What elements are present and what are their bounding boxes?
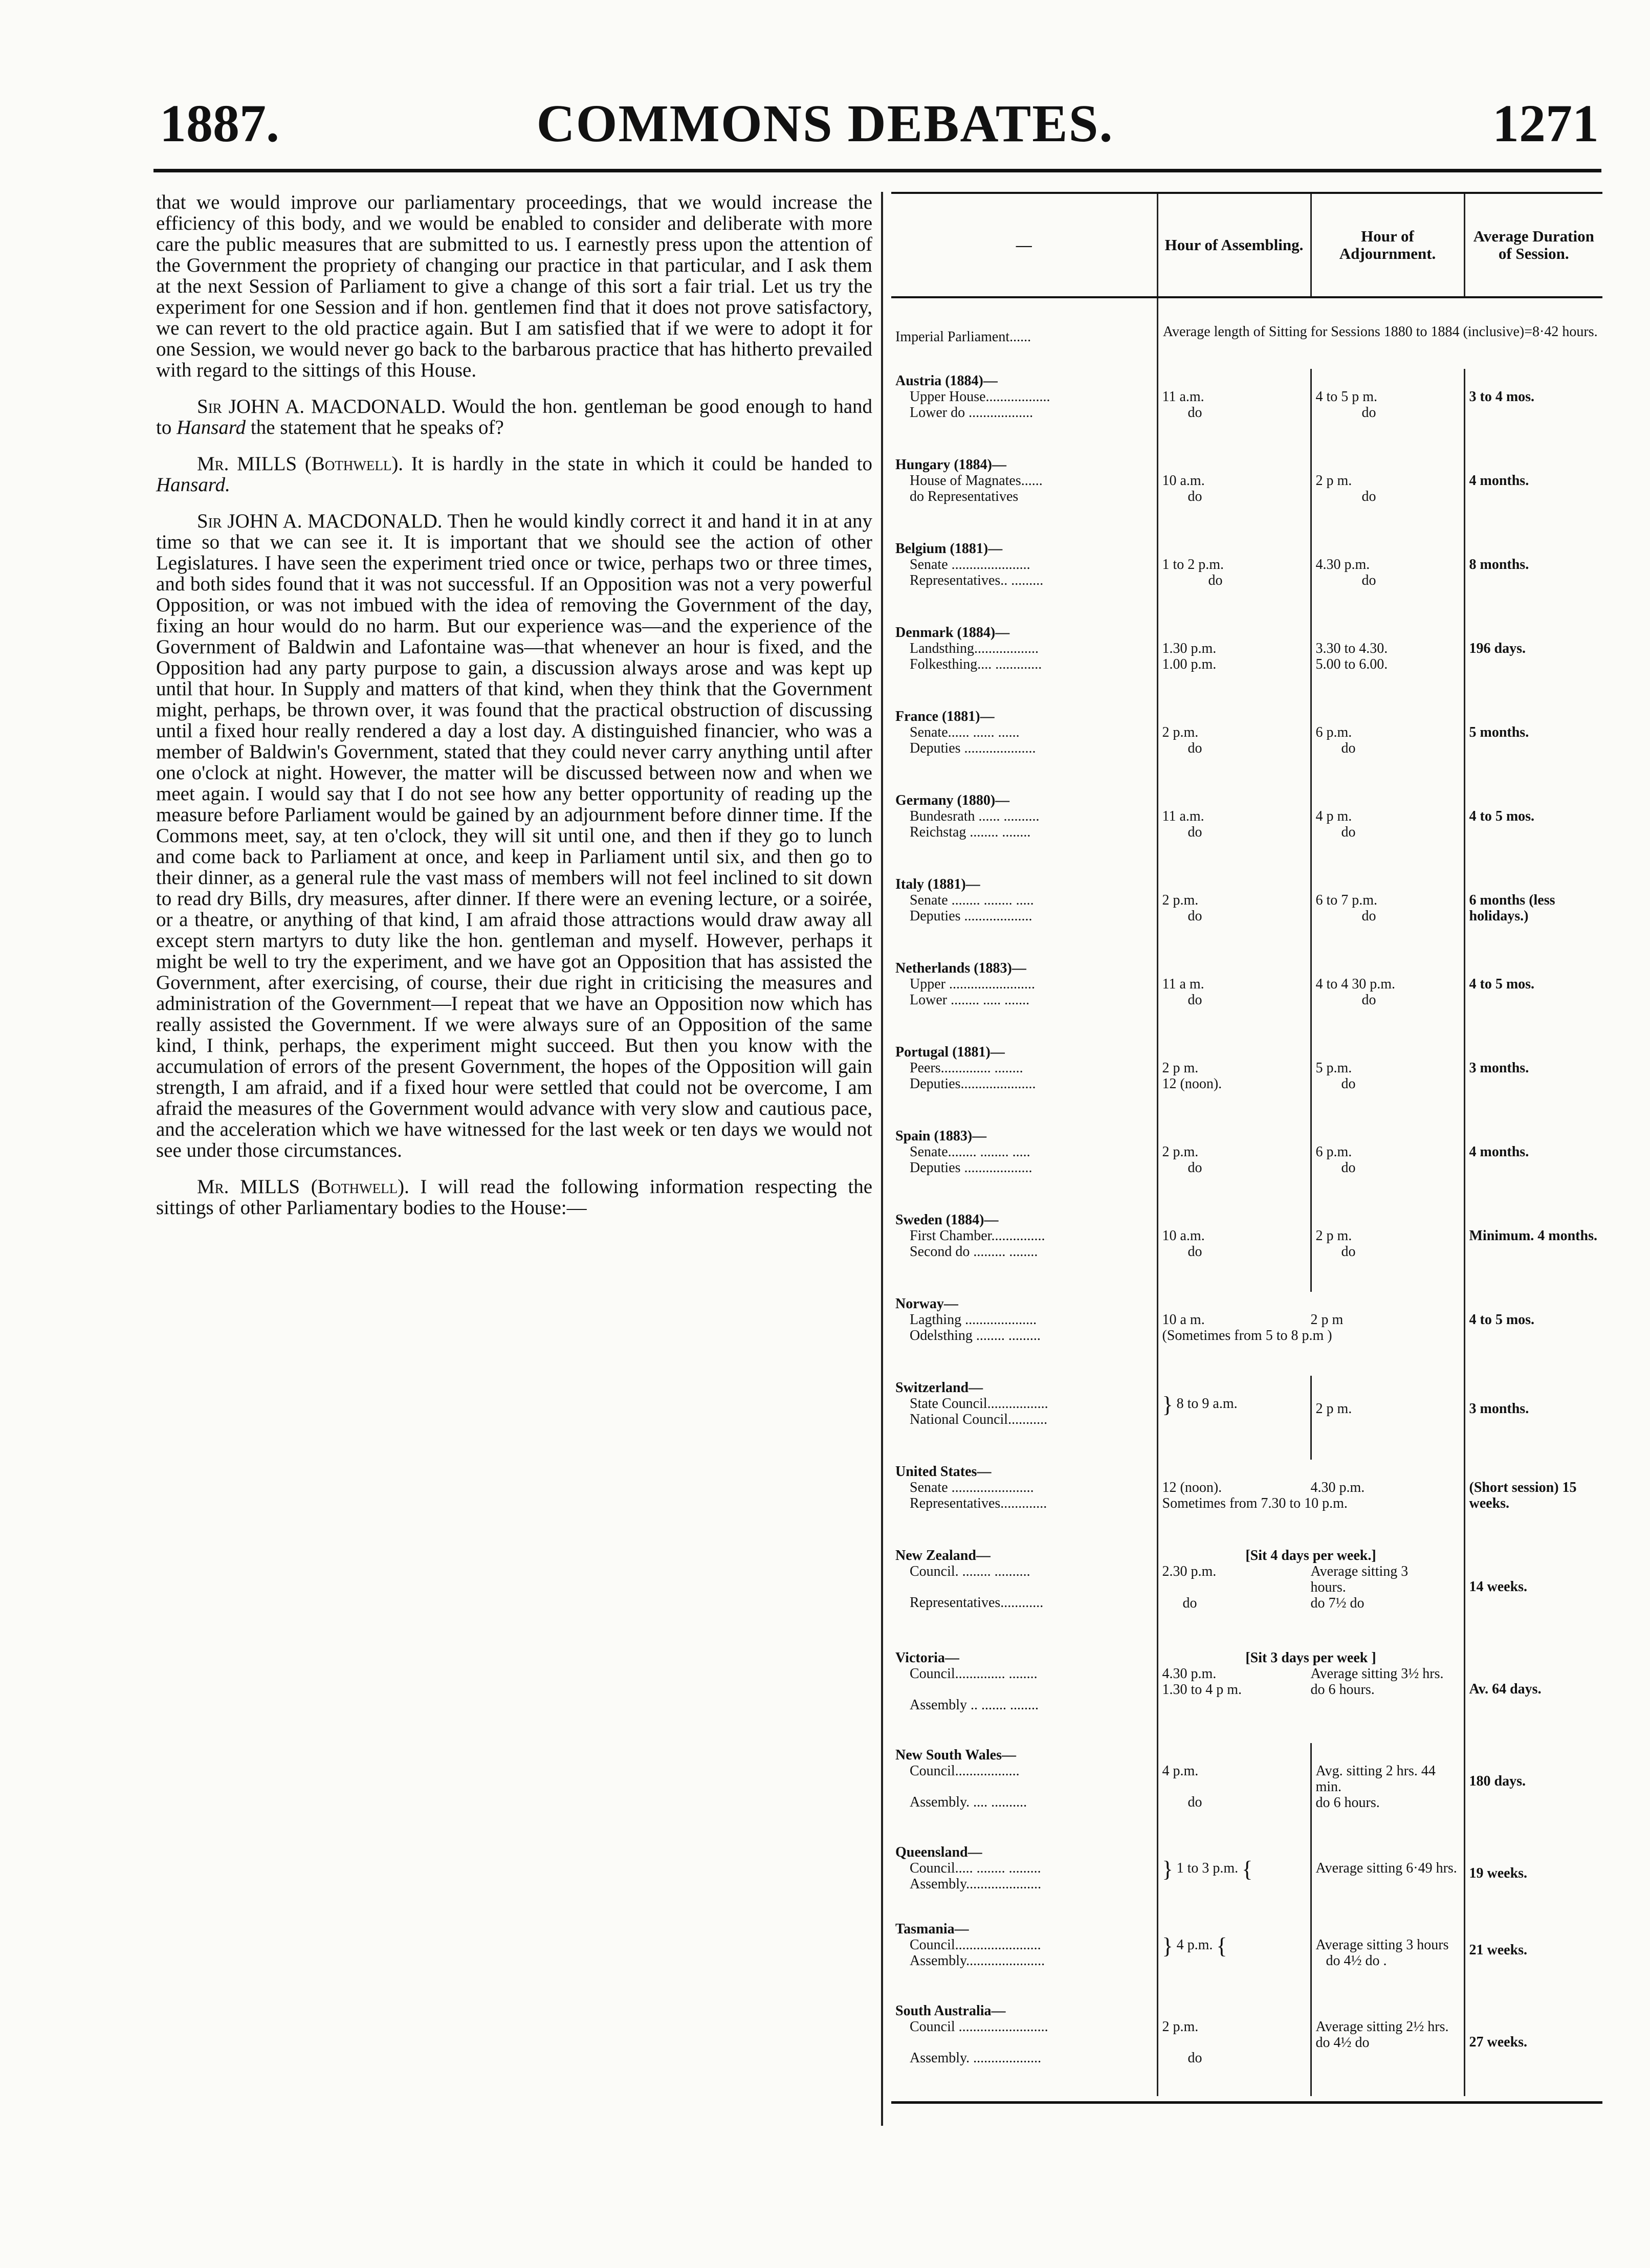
row-chambers: [891, 1917, 1157, 1999]
chamber-1: Senate .......................: [910, 1480, 1034, 1495]
assembling-2: do: [1187, 824, 1202, 840]
chamber-2: Folkesthing.... .............: [910, 656, 1042, 672]
row-note: Average length of Sitting for Sessions 1880 to 1884 (inclusive)=8·42 hours.: [1157, 297, 1602, 369]
duration: 6 months (less holidays.): [1469, 892, 1555, 924]
adjournment-2: do: [1341, 1160, 1356, 1176]
table-bottom-rule: [891, 2101, 1602, 2104]
table-row-imperial: [891, 297, 1602, 369]
row-chambers: [891, 1040, 1157, 1124]
assembling-1: 10 a.m.: [1162, 1228, 1205, 1244]
sitting-days-note: [Sit 3 days per week ]: [1245, 1650, 1376, 1666]
country-name: Victoria—: [895, 1650, 959, 1666]
adjournment-cell: [1311, 788, 1464, 872]
assembling-1: 2 p.m.: [1162, 892, 1199, 908]
adjournment-2: do 6 hours.: [1315, 1795, 1380, 1811]
row-name: Imperial Parliament......: [895, 329, 1031, 345]
table-row-south-australia: [891, 1999, 1602, 2096]
duration-cell: [1464, 1544, 1602, 1646]
sitting-days-note: [Sit 4 days per week.]: [1245, 1548, 1376, 1564]
adjournment-2: do: [1361, 405, 1376, 421]
chamber-1: Council .........................: [910, 2019, 1048, 2035]
row-chambers: [891, 1460, 1157, 1544]
country-name: Netherlands (1883)—: [895, 960, 1026, 976]
duration: 4 to 5 mos.: [1469, 1312, 1535, 1328]
chamber-1: Senate ........ ........ .....: [910, 892, 1034, 908]
chamber-1: Senate........ ........ .....: [910, 1144, 1030, 1160]
assembling-2: do: [1187, 1244, 1202, 1260]
column-divider: [881, 192, 883, 2126]
assembling-cell: [1157, 1999, 1311, 2096]
adjournment-1: 4 to 5 p m.: [1315, 389, 1378, 405]
duration: 4 to 5 mos.: [1469, 808, 1535, 824]
chamber-2: Assembly. ...................: [910, 2050, 1042, 2066]
country-name: Italy (1881)—: [895, 876, 980, 892]
assembling-cell: [1157, 1040, 1311, 1124]
duration: 4 months.: [1469, 473, 1529, 489]
country-name: Switzerland—: [895, 1380, 983, 1396]
adjournment-cell: [1311, 1743, 1464, 1840]
country-name: United States—: [895, 1464, 992, 1480]
chamber-2: Reichstag ........ ........: [910, 824, 1031, 840]
adjournment-1: 2 p m.: [1315, 1401, 1352, 1417]
adjournment-cell: [1311, 1124, 1464, 1208]
adjournment-cell: [1311, 1040, 1464, 1124]
assembling-1: 1 to 3 p.m.: [1176, 1860, 1239, 1876]
speech-text: It is hardly in the state in which it could be handed to: [411, 453, 873, 475]
chamber-2: Assembly.....................: [910, 1876, 1042, 1892]
adjournment-1: Avg. sitting 2 hrs. 44 min.: [1315, 1763, 1436, 1795]
chamber-1: State Council.................: [910, 1396, 1048, 1412]
adjournment-1: 4 to 4 30 p.m.: [1315, 976, 1396, 992]
header-rule: [153, 169, 1601, 172]
duration-cell: [1464, 1376, 1602, 1460]
header-title: COMMONS DEBATES.: [536, 94, 1114, 153]
chamber-2: do Representatives: [910, 489, 1019, 504]
adjournment-1: 4 p m.: [1315, 808, 1352, 824]
assembling-2: 1.30 to 4 p m.: [1162, 1682, 1242, 1698]
assembling-1: 10 a m.: [1162, 1312, 1205, 1328]
adjournment-2: do 4½ do: [1315, 2035, 1370, 2051]
chamber-2: Representatives.. .........: [910, 572, 1044, 588]
country-name: Spain (1883)—: [895, 1128, 987, 1144]
chamber-2: National Council...........: [910, 1412, 1048, 1427]
duration-cell: [1464, 1917, 1602, 1999]
duration: 19 weeks.: [1469, 1865, 1528, 1881]
speaker-name: Sir JOHN A. MACDONALD.: [197, 510, 443, 532]
row-chambers: [891, 1999, 1157, 2096]
country-name: New Zealand—: [895, 1548, 991, 1564]
table-header-row: [891, 193, 1602, 297]
col-header-duration: Average Duration of Session.: [1464, 193, 1602, 297]
table-row-tasmania: [891, 1917, 1602, 1999]
row-chambers: [891, 1208, 1157, 1292]
adjournment-cell: [1311, 1917, 1464, 1999]
assembling-2: do: [1187, 1794, 1202, 1810]
country-name: Austria (1884)—: [895, 373, 998, 389]
country-name: Belgium (1881)—: [895, 541, 1003, 557]
duration-cell: [1464, 1208, 1602, 1292]
adjournment-cell: [1311, 1208, 1464, 1292]
assembling-1: 4 p.m.: [1162, 1763, 1199, 1779]
assembling-1: 2.30 p.m.: [1162, 1564, 1217, 1579]
chamber-1: Peers.............. ........: [910, 1060, 1023, 1076]
row-chambers: [891, 788, 1157, 872]
row-chambers: [891, 1840, 1157, 1917]
assembling-1: 11 a m.: [1162, 976, 1204, 992]
chamber-1: Senate...... ...... ......: [910, 724, 1020, 740]
assembling-1: 4.30 p.m.: [1162, 1666, 1217, 1682]
paragraph-4: [156, 511, 872, 1161]
duration-cell: [1464, 1124, 1602, 1208]
chamber-1: First Chamber...............: [910, 1228, 1045, 1244]
row-chambers: [891, 537, 1157, 621]
duration-cell: [1464, 1840, 1602, 1917]
country-name: South Australia—: [895, 2003, 1006, 2019]
assembling-cell: [1157, 369, 1311, 453]
adjournment-cell: [1311, 1999, 1464, 2096]
country-name: Hungary (1884)—: [895, 457, 1006, 473]
chamber-2: Assembly......................: [910, 1953, 1045, 1969]
assembling-cell: [1157, 788, 1311, 872]
duration-cell: [1464, 872, 1602, 956]
sittings-table-wrap: [891, 192, 1602, 2104]
adjournment-2: do: [1341, 740, 1356, 756]
assembling-2: 12 (noon).: [1162, 1076, 1222, 1092]
assembling-1: 2 p m.: [1162, 1060, 1199, 1076]
adjournment-cell: [1311, 1376, 1464, 1460]
assembling-cell: [1157, 704, 1311, 788]
assembling-1: 11 a.m.: [1162, 808, 1204, 824]
duration-cell: [1464, 956, 1602, 1040]
assembling-2: do: [1187, 908, 1202, 924]
paragraph-3: [156, 453, 872, 495]
assembling-cell: [1157, 1743, 1311, 1840]
adjournment-2: do: [1361, 992, 1376, 1008]
duration: Minimum. 4 months.: [1469, 1228, 1597, 1244]
adjournment-2: do 6 hours.: [1310, 1682, 1375, 1698]
table-row-austria: [891, 369, 1602, 453]
sometimes-note: (Sometimes from 5 to 8 p.m ): [1162, 1328, 1332, 1344]
chamber-1: Council..... ........ .........: [910, 1860, 1041, 1876]
duration: Av. 64 days.: [1469, 1681, 1542, 1697]
country-name: Norway—: [895, 1296, 958, 1312]
duration-cell: [1464, 1743, 1602, 1840]
header-year: 1887.: [160, 94, 279, 153]
assembling-2: do: [1208, 572, 1223, 588]
paragraph-5: [156, 1176, 872, 1218]
chamber-1: House of Magnates......: [910, 473, 1043, 489]
assembling-1: 12 (noon).: [1162, 1480, 1222, 1495]
chamber-1: Bundesrath ...... ..........: [910, 808, 1040, 824]
country-name: Portugal (1881)—: [895, 1044, 1005, 1060]
chamber-2: Representatives.............: [910, 1495, 1047, 1511]
duration-cell: [1464, 1646, 1602, 1743]
duration: 14 weeks.: [1469, 1579, 1528, 1595]
assembling-1: 1 to 2 p.m.: [1162, 557, 1224, 572]
table-row-united-states: [891, 1460, 1602, 1544]
assembling-1: 1.30 p.m.: [1162, 641, 1217, 656]
adjournment-1: 2 p m: [1310, 1312, 1344, 1328]
duration-cell: [1464, 537, 1602, 621]
adjournment-1: Average sitting 3 hours.: [1310, 1564, 1409, 1595]
duration-cell: [1464, 621, 1602, 704]
assembling-cell: [1157, 956, 1311, 1040]
assembling-2: do: [1187, 405, 1202, 421]
chamber-2: Deputies ....................: [910, 740, 1036, 756]
chamber-1: Landsthing..................: [910, 641, 1039, 656]
adjournment-cell: [1311, 704, 1464, 788]
table-row-switzerland: [891, 1376, 1602, 1460]
country-name: Germany (1880)—: [895, 792, 1010, 808]
adjournment-cell: [1311, 537, 1464, 621]
paragraph-2: [156, 396, 872, 438]
adjournment-1: Average sitting 6·49 hrs.: [1315, 1860, 1457, 1876]
assembling-adjournment-cell: [1157, 1460, 1464, 1544]
duration: 4 months.: [1469, 1144, 1529, 1160]
duration: 5 months.: [1469, 724, 1529, 740]
adjournment-1: 4.30 p.m.: [1310, 1480, 1365, 1495]
col-header-assembling: Hour of Assembling.: [1157, 193, 1311, 297]
duration: 4 to 5 mos.: [1469, 976, 1535, 992]
sometimes-note: Sometimes from 7.30 to 10 p.m.: [1162, 1495, 1348, 1511]
adjournment-1: 2 p m.: [1315, 473, 1352, 489]
col-header-body: —: [891, 193, 1157, 297]
chamber-1: Upper ........................: [910, 976, 1035, 992]
adjournment-2: do: [1341, 824, 1356, 840]
table-row-norway: [891, 1292, 1602, 1376]
table-row-new-zealand: [891, 1544, 1602, 1646]
row-chambers: [891, 369, 1157, 453]
adjournment-cell: [1311, 872, 1464, 956]
table-row-netherlands: [891, 956, 1602, 1040]
assembling-adjournment-cell: [1157, 1292, 1464, 1376]
row-chambers: [891, 1292, 1157, 1376]
row-chambers: [891, 1743, 1157, 1840]
row-chambers: [891, 1646, 1157, 1743]
duration-cell: [1464, 1292, 1602, 1376]
adjournment-cell: [1311, 453, 1464, 537]
table-row-queensland: [891, 1840, 1602, 1917]
table-row-new-south-wales: [891, 1743, 1602, 1840]
row-chambers: [891, 956, 1157, 1040]
country-name: Sweden (1884)—: [895, 1212, 999, 1228]
adjournment-cell: [1311, 1840, 1464, 1917]
adjournment-1: 2 p m.: [1315, 1228, 1352, 1244]
assembling-2: do: [1182, 1595, 1197, 1611]
row-chambers: [891, 1376, 1157, 1460]
assembling-2: 1.00 p.m.: [1162, 656, 1217, 672]
table-row-sweden: [891, 1208, 1602, 1292]
row-chambers: [891, 621, 1157, 704]
duration-cell: [1464, 369, 1602, 453]
assembling-adjournment-cell: [1157, 1646, 1464, 1743]
adjournment-1: 6 p.m.: [1315, 724, 1352, 740]
adjournment-1: 3.30 to 4.30.: [1315, 641, 1388, 656]
chamber-2: Odelsthing ........ .........: [910, 1328, 1041, 1344]
chamber-2: Lower do ..................: [910, 405, 1033, 421]
adjournment-2: 5.00 to 6.00.: [1315, 656, 1388, 672]
speaker-name: Mr. MILLS (Bothwell).: [197, 453, 404, 475]
country-name: Denmark (1884)—: [895, 625, 1010, 641]
chamber-2: Second do ......... ........: [910, 1244, 1038, 1260]
chamber-1: Lagthing ....................: [910, 1312, 1037, 1328]
assembling-cell: [1157, 453, 1311, 537]
country-name: New South Wales—: [895, 1747, 1016, 1763]
assembling-cell: [1157, 1124, 1311, 1208]
duration: 180 days.: [1469, 1773, 1526, 1789]
chamber-1: Council........................: [910, 1937, 1041, 1953]
assembling-1: 10 a.m.: [1162, 473, 1205, 489]
adjournment-2: do: [1361, 489, 1376, 504]
adjournment-1: Average sitting 3½ hrs.: [1310, 1666, 1444, 1682]
col-header-adjournment: Hour of Adjournment.: [1311, 193, 1464, 297]
chamber-1: Senate ......................: [910, 557, 1030, 572]
duration: (Short session) 15 weeks.: [1469, 1480, 1577, 1511]
left-column: [156, 192, 872, 1218]
paragraph-1: that we would improve our parliamentary proceedings, that we would increase the efficiency of this body, and we would be enabled to consider and deliberate with more care the public measures that are submitted to us. I earnestly press upon the attention of the Government the propriety of changing our practice in that particular, and I ask them at the next Session of Parliament to give a change of this sort a fair trial. Let us try the experiment for one Session and if hon. gentlemen find that it does not prove satisfactory, we can revert to the old practice again. But I am satisfied that if we were to adopt it for one Session, we would never go back to the barbarous practice that has hitherto prevailed with regard to the sittings of this House.: [156, 191, 872, 381]
adjournment-2: do: [1341, 1244, 1356, 1260]
chamber-2: Deputies.....................: [910, 1076, 1036, 1092]
chamber-2: Deputies ...................: [910, 1160, 1032, 1176]
table-row-denmark: [891, 621, 1602, 704]
adjournment-2: do: [1361, 572, 1376, 588]
duration: 21 weeks.: [1469, 1942, 1528, 1958]
adjournment-2: do: [1361, 908, 1376, 924]
adjournment-cell: [1311, 621, 1464, 704]
duration-cell: [1464, 788, 1602, 872]
chamber-2: Deputies ...................: [910, 908, 1032, 924]
speech-text: the statement that he speaks of?: [250, 416, 504, 438]
table-row-germany: [891, 788, 1602, 872]
assembling-2: do: [1187, 740, 1202, 756]
chamber-2: Lower ........ ..... .......: [910, 992, 1030, 1008]
chamber-1: Council. ........ ..........: [910, 1564, 1030, 1579]
assembling-1: 2 p.m.: [1162, 2019, 1199, 2035]
assembling-1: 8 to 9 a.m.: [1176, 1396, 1238, 1412]
speech-text: Then he would kindly correct it and hand it in at any time so that we can see it. It is important that we should see the action of other Legislatures. I have seen the experiment tried once or twice, perhaps two or three times, and both sides found that it was not successful. If an Opposition was not a very powerful Opposition, or was not imbued with the idea of removing the Government of the day, fixing an hour would do no harm. But our experience was—and the experience of the Government of Baldwin and Lafontaine was—that whenever an hour is fixed, and the Opposition had any party purpose to gain, a discussion always arose and was kept up until that hour. In Supply and matters of that kind, when they think that the Government might, perhaps, be thrown over, it was found that the practical obstruction of discussing until a fixed hour really rendered a day a lost day. A distinguished financier, who was a member of Baldwin's Government, stated that they could never carry anything until after one o'clock at night. However, the matter will be discussed between now and when we meet again. I would say that I do not see how any better opportunity of reading up the measure before Parliament would be gained by an adjournment before dinner time. If the Commons meet, say, at ten o'clock, they will sit until one, and then if they go to lunch and come back to Parliament at once, and keep in Parliament until six, and then go to their dinner, as a general rule the vast mass of members will not feel inclined to sit down to read dry Bills, dry measures, after dinner. If there were an evening lecture, or a soirée, or a theatre, or anything of that kind, I am afraid those attractions would draw away all except stern martyrs to duty like the hon. gentleman and myself. However, perhaps it might be well to try the experiment, and we have got an Opposition that has assisted the Government, after exercising, of course, their due right in criticising the measures and administration of the Government—I repeat that we have an Opposition now which has really assisted the Government. If we were always sure of an Opposition of the same kind, I think, perhaps, the experiment might succeed. But then you know with the accumulation of errors of the present Government, the hopes of the Opposition will gain strength, I am afraid, and if a fixed hour were settled that could not be overcome, I am afraid the measures of the Government would advance with very slow and cautious pace, and the acceleration which we have witnessed for the last week or ten days we would not see under those circumstances.: [156, 510, 873, 1161]
assembling-1: 4 p.m.: [1176, 1937, 1213, 1953]
adjournment-2: do 4½ do .: [1326, 1953, 1387, 1969]
assembling-cell: } 8 to 9 a.m.: [1157, 1376, 1311, 1460]
table-row-hungary: [891, 453, 1602, 537]
table-row-belgium: [891, 537, 1602, 621]
country-name: France (1881)—: [895, 709, 995, 724]
country-name: Queensland—: [895, 1844, 982, 1860]
assembling-cell: [1157, 872, 1311, 956]
sittings-table: [891, 192, 1602, 2096]
adjournment-1: 5 p.m.: [1315, 1060, 1352, 1076]
duration: 196 days.: [1469, 641, 1526, 656]
assembling-2: do: [1187, 2050, 1202, 2066]
table-row-italy: [891, 872, 1602, 956]
duration: 27 weeks.: [1469, 2034, 1528, 2050]
adjournment-1: 6 to 7 p.m.: [1315, 892, 1378, 908]
adjournment-2: do 7½ do: [1310, 1595, 1365, 1611]
assembling-cell: } 4 p.m. {: [1157, 1917, 1311, 1999]
duration: 3 months.: [1469, 1401, 1529, 1417]
row-chambers: [891, 1544, 1157, 1646]
country-name: Tasmania—: [895, 1921, 969, 1937]
chamber-2: Representatives............: [910, 1595, 1044, 1611]
hansard-ref: Hansard: [177, 416, 246, 438]
assembling-2: do: [1187, 489, 1202, 504]
table-row-france: [891, 704, 1602, 788]
assembling-1: 11 a.m.: [1162, 389, 1204, 405]
duration-cell: [1464, 1460, 1602, 1544]
table-row-portugal: [891, 1040, 1602, 1124]
chamber-1: Council..................: [910, 1763, 1020, 1779]
chamber-2: Assembly .. ....... ........: [910, 1697, 1039, 1713]
duration-cell: [1464, 704, 1602, 788]
assembling-1: 2 p.m.: [1162, 1144, 1199, 1160]
duration: 8 months.: [1469, 557, 1529, 572]
adjournment-2: do: [1341, 1076, 1356, 1092]
duration: 3 to 4 mos.: [1469, 389, 1535, 405]
assembling-cell: [1157, 621, 1311, 704]
speaker-name: Sir JOHN A. MACDONALD.: [197, 395, 446, 417]
adjournment-1: Average sitting 2½ hrs.: [1315, 2019, 1449, 2035]
adjournment-1: 6 p.m.: [1315, 1144, 1352, 1160]
chamber-1: Council.............. ........: [910, 1666, 1038, 1682]
row-chambers: [891, 872, 1157, 956]
table-row-victoria: [891, 1646, 1602, 1743]
speech-text: I will read the following information respecting the sittings of other Parliamentary bodies to the House:—: [156, 1176, 873, 1219]
chamber-2: Assembly. .... ..........: [910, 1794, 1027, 1810]
duration-cell: [1464, 1040, 1602, 1124]
speaker-name: Mr. MILLS (Bothwell).: [197, 1176, 409, 1198]
assembling-1: 2 p.m.: [1162, 724, 1199, 740]
row-chambers: [891, 704, 1157, 788]
row-chambers: [891, 1124, 1157, 1208]
adjournment-1: Average sitting 3 hours: [1315, 1937, 1449, 1953]
hansard-ref: Hansard.: [156, 474, 230, 496]
adjournment-1: 4.30 p.m.: [1315, 557, 1370, 572]
adjournment-cell: [1311, 956, 1464, 1040]
duration-cell: [1464, 453, 1602, 537]
row-chambers: [891, 453, 1157, 537]
speech-text: Would the hon. gentleman be good enough to hand to: [156, 395, 873, 438]
assembling-cell: [1157, 537, 1311, 621]
assembling-2: do: [1187, 1160, 1202, 1176]
table-row-spain: [891, 1124, 1602, 1208]
assembling-cell: [1157, 1208, 1311, 1292]
assembling-cell: } 1 to 3 p.m. {: [1157, 1840, 1311, 1917]
duration: 3 months.: [1469, 1060, 1529, 1076]
chamber-1: Upper House..................: [910, 389, 1050, 405]
assembling-2: do: [1187, 992, 1202, 1008]
duration-cell: [1464, 1999, 1602, 2096]
adjournment-cell: [1311, 369, 1464, 453]
header-page-number: 1271: [1492, 94, 1599, 153]
assembling-adjournment-cell: [1157, 1544, 1464, 1646]
